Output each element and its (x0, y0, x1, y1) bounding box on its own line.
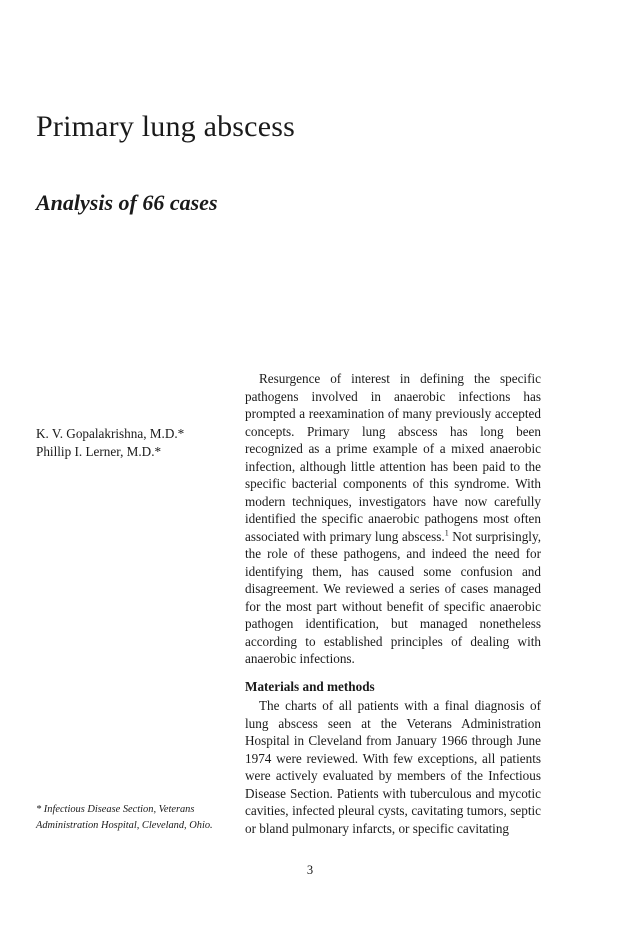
affiliation-footnote: * Infectious Disease Section, Veterans Administration Hospital, Cleveland, Ohio. (36, 804, 213, 831)
intro-text-part1: Resurgence of interest in defining the specific pathogens involved in anaerobic infections has prompted a reexamination of many previously accepted concepts. Primary lung abscess has long been recognized as a prime example of a mixed anaerobic infection, although little attention has been paid to the specific bacterial components of this syndrome. With modern techniques, investigators have now carefully identified the specific anaerobic pathogens most often associated with primary lung abscess. (245, 371, 541, 544)
article-subtitle: Analysis of 66 cases (36, 190, 218, 215)
author-name: K. V. Gopalakrishna, M.D.* (36, 426, 185, 441)
author-list (36, 425, 246, 460)
author-name: Phillip I. Lerner, M.D.* (36, 443, 162, 459)
intro-text-part2: Not surprisingly, the role of these pathogens, and indeed the need for identifying them, has caused some confusion and disagreement. We reviewed a series of cases managed for the most part without benefit of specific anaerobic pathogen identification, but managed nonetheless according to established principles of dealing with anaerobic infections. (245, 528, 541, 666)
intro-paragraph (245, 370, 541, 668)
section-heading: Materials and methods (245, 678, 375, 694)
reference-marker: 1 (444, 528, 449, 538)
article-title: Primary lung abscess (36, 110, 295, 143)
methods-paragraph: The charts of all patients with a final diagnosis of lung abscess seen at the Veterans Administration Hospital in Cleveland from January 1966 through June 1974 were reviewed. With few exceptions, all patients were actively evaluated by members of the Infectious Disease Section. Patients with tuberculous and mycotic cavities, infected pleural cysts, cavitating tumors, septic or bland pulmonary infarcts, or specific cavitating (245, 698, 541, 836)
page-number: 3 (306, 863, 314, 877)
body-column (245, 370, 541, 837)
